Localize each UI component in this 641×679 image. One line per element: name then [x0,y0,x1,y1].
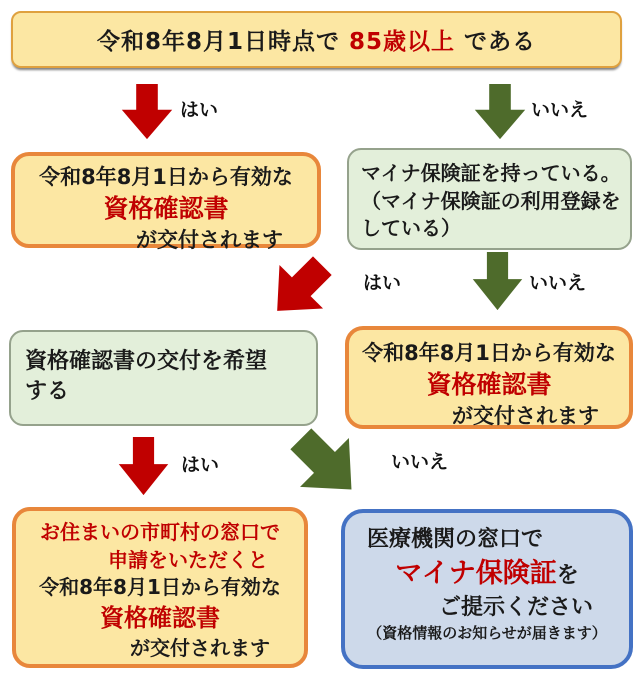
issued-left-line3: が交付されます [136,228,283,253]
node-age-question [11,11,622,68]
municipal-line3: 令和8年8月1日から有効な [39,575,281,600]
yes-label-2: はい [363,272,402,294]
no-arrow-2 [471,252,524,312]
no-arrow-1-shape [475,84,525,139]
municipal-line1: お住まいの市町村の窓口で [40,520,280,544]
medical-line3: ご提示ください [438,594,593,620]
request-question-line2: する [25,379,70,405]
no-arrow-1 [473,84,527,141]
age-question-text: 令和8年8月1日時点で 85歳以上 である [96,29,537,55]
node-municipal-apply [12,507,308,668]
yes-arrow-2-shape [255,244,344,333]
municipal-line5: が交付されます [130,635,270,660]
node-certificate-issued-left [11,152,321,253]
no-arrow-2-shape [473,252,522,310]
yes-arrow-3-shape [119,437,168,495]
issued-left-line2: 資格確認書 [103,193,229,223]
issued-right-line1: 令和8年8月1日から有効な [362,341,616,365]
node-certificate-issued-right [345,326,633,429]
request-question-line1: 資格確認書の交付を希望 [25,349,268,374]
yes-label-3: はい [181,454,220,476]
yes-arrow-2 [252,242,345,335]
municipal-line2: 申請をいただくと [108,547,268,572]
myna-question-line2: （マイナ保険証の利用登録を [361,188,621,213]
node-medical-present [341,509,633,669]
medical-line2-highlight: マイナ保険証 [395,558,557,590]
medical-line4: （資格情報のお知らせが届きます） [367,623,607,642]
yes-label-1: はい [180,99,219,121]
myna-question-line3: している） [361,216,461,241]
issued-right-line3: が交付されます [452,404,599,429]
no-label-1: いいえ [531,99,589,121]
no-label-3: いいえ [391,451,449,473]
municipal-line4: 資格確認書 [100,603,220,632]
yes-arrow-1-shape [122,84,172,139]
issued-left-line1: 令和8年8月1日から有効な [39,165,293,189]
issued-right-line2: 資格確認書 [426,369,552,399]
node-myna-question [347,148,632,250]
age-question-highlight: 85歳以上 [349,29,456,55]
node-request-question [9,330,318,426]
myna-question-line1: マイナ保険証を持っている。 [361,161,621,185]
yes-arrow-1 [120,84,174,141]
yes-arrow-3 [117,437,170,497]
medical-line1: 医療機関の窓口で [367,527,544,552]
no-label-2: いいえ [529,272,587,294]
medical-line2: マイナ保険証を [395,558,579,590]
